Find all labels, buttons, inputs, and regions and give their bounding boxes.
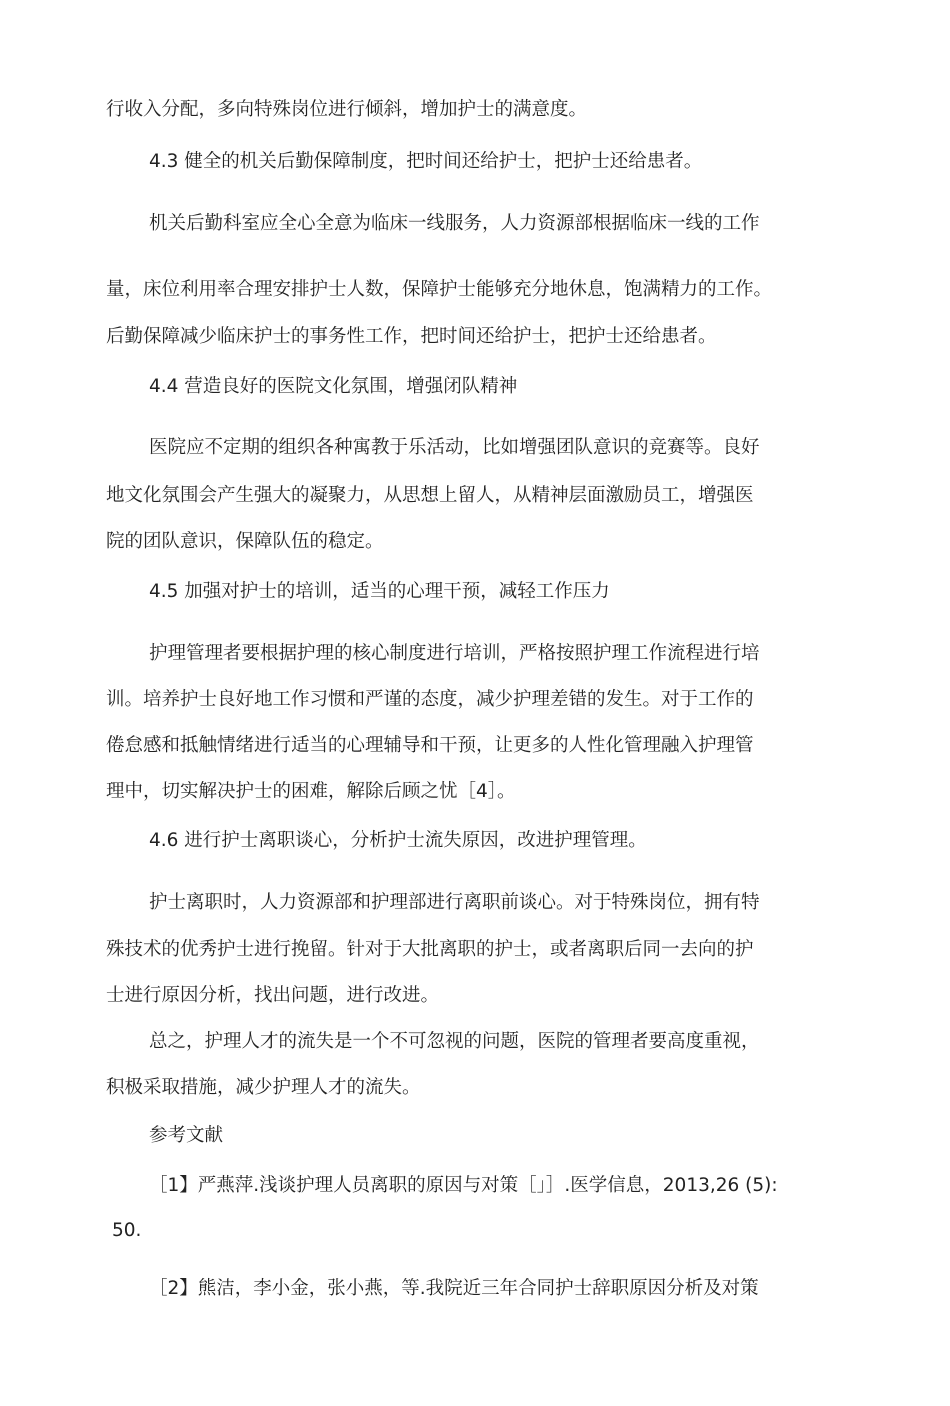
references-heading: 参考文献 <box>149 1125 224 1146</box>
body-text-line-8: 地文化氛围会产生强大的凝聚力，从思想上留人，从精神层面激励员工，增强医 <box>106 485 754 506</box>
body-text-line-7: 医院应不定期的组织各种寓教于乐活动，比如增强团队意识的竞赛等。良好 <box>149 437 760 458</box>
body-text-line-20: 积极采取措施，减少护理人才的流失。 <box>106 1077 421 1098</box>
body-text-line-3: 机关后勤科室应全心全意为临床一线服务，人力资源部根据临床一线的工作 <box>149 213 760 234</box>
body-text-line-5: 后勤保障减少临床护士的事务性工作，把时间还给护士，把护士还给患者。 <box>106 326 717 347</box>
body-text-line-13: 倦怠感和抵触情绪进行适当的心理辅导和干预，让更多的人性化管理融入护理管 <box>106 735 754 756</box>
body-text-line-18: 士进行原因分析，找出问题，进行改进。 <box>106 985 440 1006</box>
body-text-line-16: 护士离职时，人力资源部和护理部进行离职前谈心。对于特殊岗位，拥有特 <box>149 892 760 913</box>
body-text-line-12: 训。培养护士良好地工作习惯和严谨的态度，减少护理差错的发生。对于工作的 <box>106 689 754 710</box>
reference-1: ［1】严燕萍.浅谈护理人员离职的原因与对策［」］.医学信息，2013,26 (5): <box>149 1175 778 1196</box>
reference-1-continued: 50. <box>112 1220 142 1241</box>
body-text-line-4: 量，床位利用率合理安排护士人数，保障护士能够充分地休息，饱满精力的工作。 <box>106 279 773 300</box>
section-heading-4-4: 4.4 营造良好的医院文化氛围，增强闭队精神 <box>149 376 518 397</box>
body-text-line-11: 护理管理者要根据护理的核心制度进行培训，严格按照护理工作流程进行培 <box>149 643 760 664</box>
section-heading-4-5: 4.5 加强对护士的培训，适当的心理干预，减轻工作压力 <box>149 581 610 602</box>
section-heading-4-6: 4.6 进行护士离职谈心，分析护士流失原因，改进护理管理。 <box>149 830 647 851</box>
body-text-line-14: 理中，切实解决护士的困难，解除后顾之忧［4］。 <box>106 781 516 802</box>
body-text-line-19: 总之，护理人才的流失是一个不可忽视的问题，医院的管理者要高度重视， <box>149 1031 760 1052</box>
body-text-line-17: 殊技术的优秀护士进行挽留。针对于大批离职的护士，或者离职后同一去向的护 <box>106 939 754 960</box>
section-heading-4-3: 4.3 健全的机关后勤保障制度，把时间还给护士，把护士还给患者。 <box>149 151 703 172</box>
body-text-line-9: 院的团队意识，保障队伍的稳定。 <box>106 531 384 552</box>
body-text-line-1: 行收入分配，多向特殊岗位进行倾斜，增加护士的满意度。 <box>106 99 588 120</box>
reference-2: ［2】熊洁，李小金，张小燕，等.我院近三年合同护士辞职原因分析及对策 <box>149 1278 759 1299</box>
